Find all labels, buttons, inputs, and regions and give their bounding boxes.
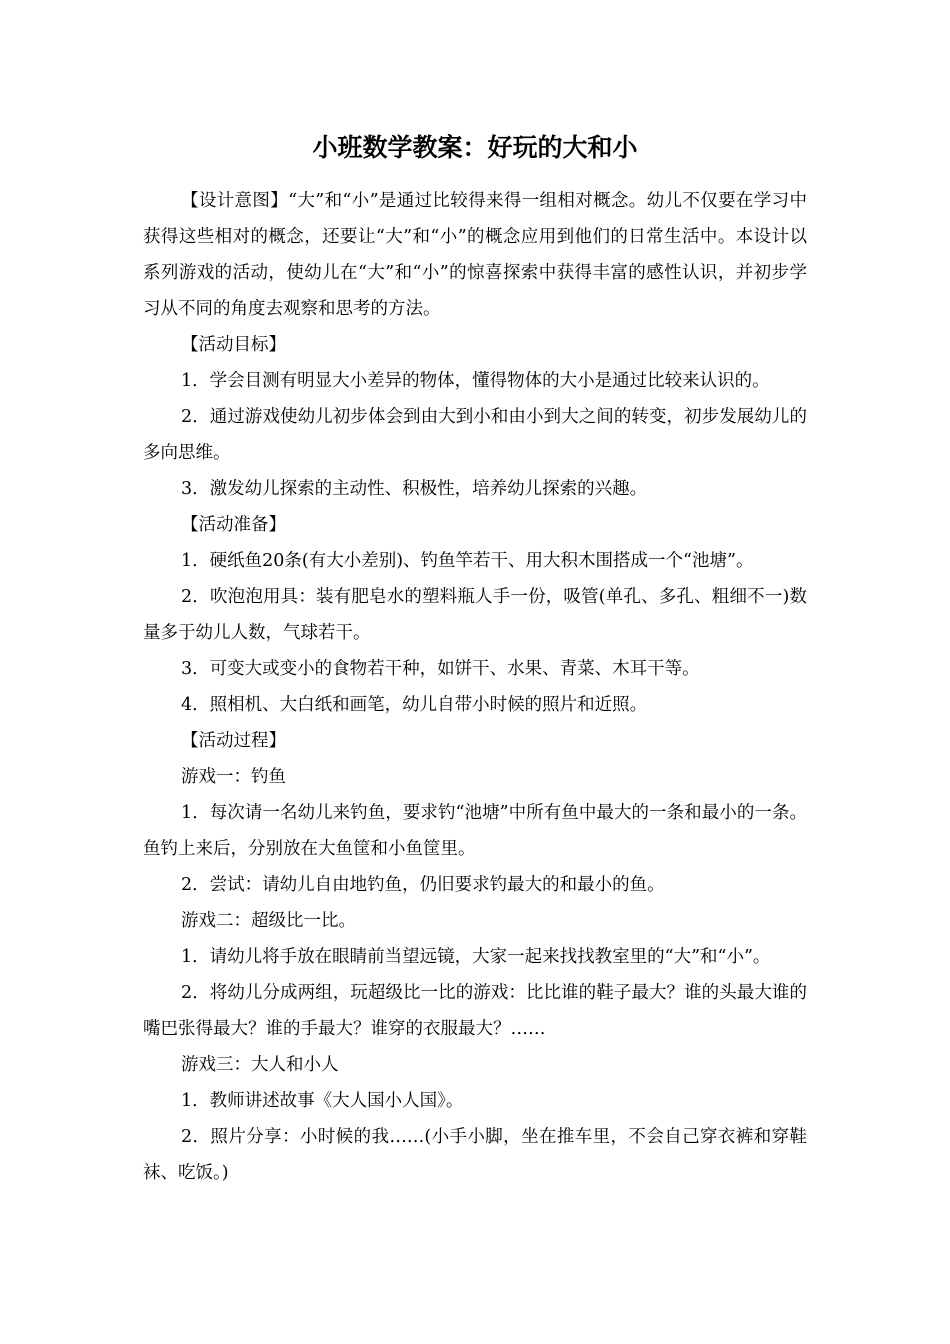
- paragraph: 2．吹泡泡用具：装有肥皂水的塑料瓶人手一份，吸管(单孔、多孔、粗细不一)数量多于幼儿人数，气球若干。: [143, 587, 807, 643]
- game-heading: 游戏一：钓鱼: [181, 767, 286, 787]
- section-heading-goals: 【活动目标】: [181, 335, 286, 355]
- page-title: 小班数学教案：好玩的大和小: [312, 133, 638, 162]
- paragraph: 2．通过游戏使幼儿初步体会到由大到小和由小到大之间的转变，初步发展幼儿的多向思维。: [143, 407, 807, 463]
- paragraph: 1．每次请一名幼儿来钓鱼，要求钓“池塘”中所有鱼中最大的一条和最小的一条。鱼钓上来后，分别放在大鱼筐和小鱼筐里。: [143, 803, 807, 859]
- document-body: [143, 183, 807, 1191]
- paragraph: 4．照相机、大白纸和画笔，幼儿自带小时候的照片和近照。: [181, 695, 648, 715]
- paragraph: 3．激发幼儿探索的主动性、积极性，培养幼儿探索的兴趣。: [181, 479, 648, 499]
- section-heading-process: 【活动过程】: [181, 731, 286, 751]
- paragraph: 1．学会目测有明显大小差异的物体，懂得物体的大小是通过比较来认识的。: [181, 371, 770, 391]
- paragraph: 2．将幼儿分成两组，玩超级比一比的游戏：比比谁的鞋子最大？谁的头最大谁的嘴巴张得最大？谁的手最大？谁穿的衣服最大？……: [143, 983, 807, 1039]
- game-heading: 游戏三：大人和小人: [181, 1055, 339, 1075]
- section-heading-preparation: 【活动准备】: [181, 515, 286, 535]
- paragraph: 1．请幼儿将手放在眼睛前当望远镜，大家一起来找找教室里的“大”和“小”。: [181, 947, 771, 967]
- paragraph: 1．教师讲述故事《大人国小人国》。: [181, 1091, 464, 1111]
- paragraph: 2．照片分享：小时候的我……(小手小脚，坐在推车里，不会自己穿衣裤和穿鞋袜、吃饭。): [143, 1127, 807, 1183]
- game-heading: 游戏二：超级比一比。: [181, 911, 356, 931]
- paragraph: 2．尝试：请幼儿自由地钓鱼，仍旧要求钓最大的和最小的鱼。: [181, 875, 665, 895]
- paragraph: 3．可变大或变小的食物若干种，如饼干、水果、青菜、木耳干等。: [181, 659, 700, 679]
- paragraph: 1．硬纸鱼20条(有大小差别)、钓鱼竿若干、用大积木围搭成一个“池塘”。: [181, 551, 754, 571]
- paragraph-design-intent: 【设计意图】“大”和“小”是通过比较得来得一组相对概念。幼儿不仅要在学习中获得这些相对的概念，还要让“大”和“小”的概念应用到他们的日常生活中。本设计以系列游戏的活动，使幼儿在“大”和“小”的惊喜探索中获得丰富的感性认识，并初步学习从不同的角度去观察和思考的方法。: [143, 191, 807, 319]
